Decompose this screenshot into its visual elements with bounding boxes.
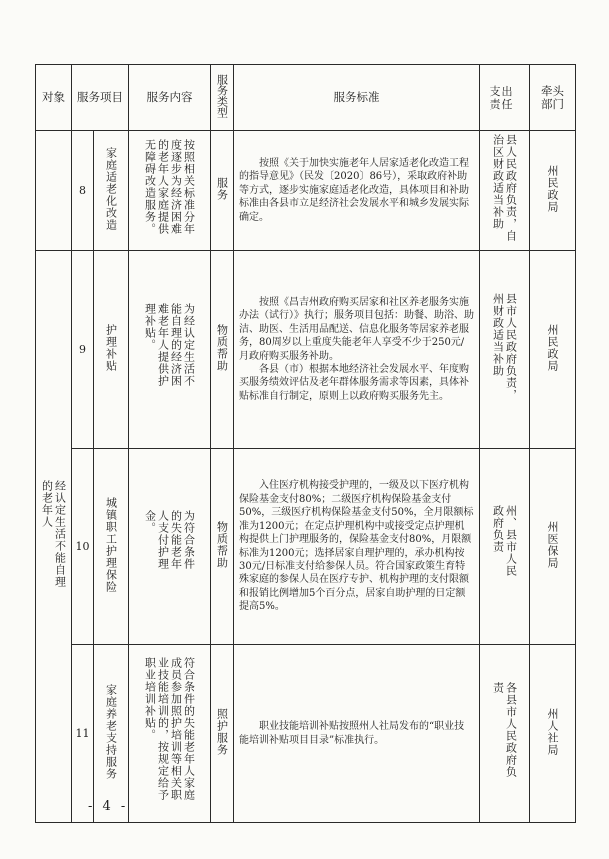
row-number: 11 <box>72 645 94 823</box>
header-lead: 牵头部门 <box>530 65 576 131</box>
object-cell-empty <box>36 131 72 251</box>
service-standard-cell <box>234 645 480 823</box>
funding-cell: 县市人民政府负责，州财政适当补助 <box>480 251 530 449</box>
service-type-cell: 物质帮助 <box>211 251 234 449</box>
service-content-cell: 符合条件的失能老年人家庭成员参加照护培训等相关职业技能培训的，按规定给予职业培训补贴。 <box>129 645 211 823</box>
service-type-cell: 照护服务 <box>211 645 234 823</box>
header-standard: 服务标准 <box>234 65 480 131</box>
header-object: 对象 <box>36 65 72 131</box>
row-number: 10 <box>72 449 94 645</box>
table-row <box>36 645 576 823</box>
table-row <box>36 131 576 251</box>
funding-cell: 县人民政府负责，自治区财政适当补助 <box>480 131 530 251</box>
lead-dept-cell: 州医保局 <box>530 449 576 645</box>
lead-dept-cell: 州民政局 <box>530 131 576 251</box>
funding-cell: 州、县市人民政府负责 <box>480 449 530 645</box>
service-content-cell: 为符合条件的失能老年人支付护理金。 <box>129 449 211 645</box>
service-standard-cell <box>234 251 480 449</box>
header-type: 服务类型 <box>211 65 234 131</box>
service-content-cell: 为经认定生活不能自理的经济困难老年人提供护理补贴。 <box>129 251 211 449</box>
lead-dept-cell: 州人社局 <box>530 645 576 823</box>
service-item-cell: 城镇职工护理保险 <box>94 449 129 645</box>
object-group-cell: 经认定生活不能自理的老年人 <box>36 251 72 823</box>
lead-dept-cell: 州民政局 <box>530 251 576 449</box>
row-number: 9 <box>72 251 94 449</box>
standard-paragraph: 按照《昌吉州政府购买居家和社区养老服务实施办法（试行）》执行；服务项目包括：助餐、助浴、助洁、助医、生活用品配送、信息化服务等居家养老服务，80周岁以上重度失能老年人享受不少于250元/月政府购买服务补助。 <box>239 296 474 362</box>
service-content-cell: 按照相关标准分年度逐步为经济困难的老年人家庭提供无障碍改造服务。 <box>129 131 211 251</box>
service-item-cell: 家庭适老化改造 <box>94 131 129 251</box>
row-number: 8 <box>72 131 94 251</box>
standard-paragraph: 入住医疗机构接受护理的，一级及以下医疗机构保险基金支付80%；二级医疗机构保险基金支付50%，三级医疗机构保险基金支付50%，全月限额标准为1200元；在定点护理机构中或接受定点护理机构提供上门护理服务的，保险基金支付80%，月限额标准为1200元；选择居家自理护理的，承办机构按30元/日标准支付给参保人员。符合国家政策生育特殊家庭的参保人员在医疗专护、机构护理的支付限额和报销比例增加5个百分点，居家自助护理的日定额提高5%。 <box>239 480 474 613</box>
service-item-cell: 家庭养老支持服务 <box>94 645 129 823</box>
page-number: - 4 - <box>88 799 129 814</box>
service-item-cell: 护理补贴 <box>94 251 129 449</box>
header-funding: 支出责任 <box>480 65 530 131</box>
header-content: 服务内容 <box>129 65 211 131</box>
service-standard-cell <box>234 449 480 645</box>
service-standard-cell <box>234 131 480 251</box>
standard-paragraph: 各县（市）根据本地经济社会发展水平、年度购买服务绩效评估及老年群体服务需求等因素，具体补贴标准自行制定，原则上以政府购买服务先主。 <box>239 363 469 402</box>
header-row <box>36 65 576 131</box>
table-row <box>36 449 576 645</box>
service-type-cell: 物质帮助 <box>211 449 234 645</box>
service-standard-table <box>35 64 576 823</box>
service-type-cell: 服务 <box>211 131 234 251</box>
table-row <box>36 251 576 449</box>
header-item: 服务项目 <box>72 65 129 131</box>
funding-cell: 各县市人民政府负责 <box>480 645 530 823</box>
standard-paragraph: 按照《关于加快实施老年人居家适老化改造工程的指导意见》（民发〔2020〕86号），采取政府补助等方式，逐步实施家庭适老化改造，具体项目和补助标准由各县市立足经济社会发展水平和城乡发展实际确定。 <box>239 157 469 223</box>
standard-paragraph: 职业技能培训补贴按照州人社局发布的“职业技能培训补贴项目目录”标准执行。 <box>239 721 465 746</box>
